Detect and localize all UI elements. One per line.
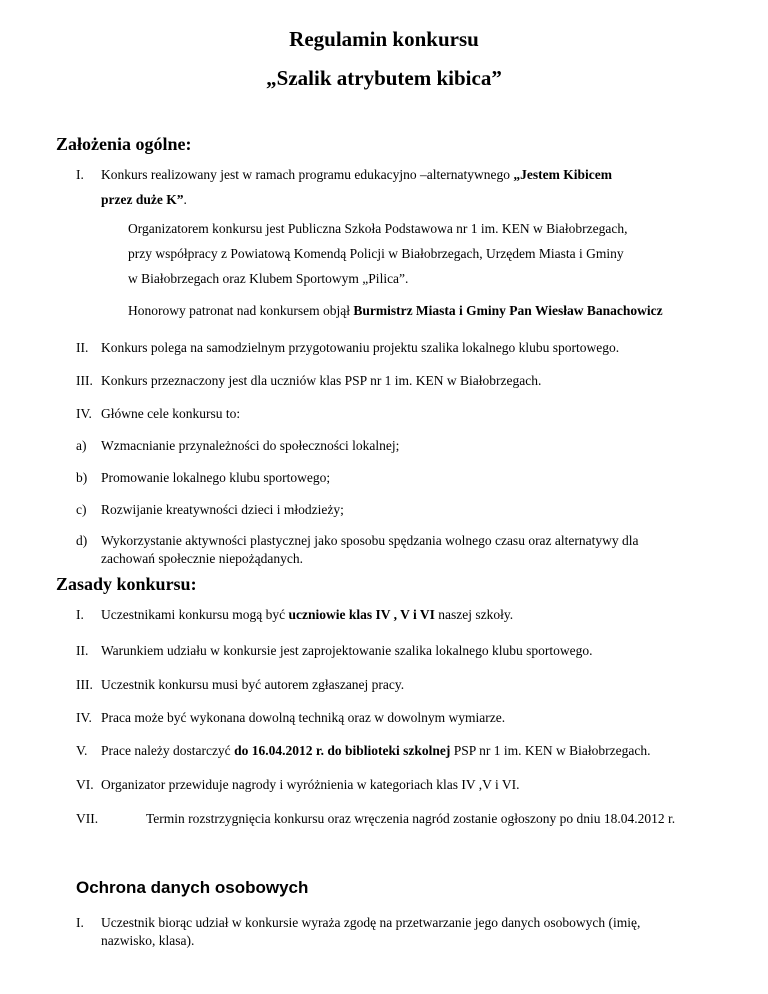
patron-line: Honorowy patronat nad konkursem objął Burmistrz Miasta i Gminy Pan Wiesław Banachowicz xyxy=(128,303,663,318)
organizer-line: Organizatorem konkursu jest Publiczna Szkoła Podstawowa nr 1 im. KEN w Białobrzegach, xyxy=(128,221,628,236)
document-title: Regulamin konkursu xyxy=(289,27,479,51)
item-number: III. xyxy=(76,677,93,692)
list-item-continuation: przez duże K”. xyxy=(101,192,187,207)
list-item: Konkurs polega na samodzielnym przygotowaniu projektu szalika lokalnego klubu sportowego. xyxy=(101,340,620,355)
goal-item: Wykorzystanie aktywności plastycznej jako sposobu spędzania wolnego czasu oraz alternatywy dla xyxy=(101,533,639,548)
item-number: VII. xyxy=(76,811,99,826)
organizer-line: przy współpracy z Powiatową Komendą Policji w Białobrzegach, Urzędem Miasta i Gminy xyxy=(128,246,624,261)
item-number: II. xyxy=(76,643,89,658)
item-number: V. xyxy=(76,743,88,758)
item-number: I. xyxy=(76,607,84,622)
goal-item-continuation: zachowań społecznie niepożądanych. xyxy=(101,551,304,566)
list-item: Organizator przewiduje nagrody i wyróżnienia w kategoriach klas IV ,V i VI. xyxy=(101,777,520,792)
list-item: Konkurs realizowany jest w ramach programu edukacyjno –alternatywnego „Jestem Kibicem xyxy=(101,167,612,182)
section-heading-general: Założenia ogólne: xyxy=(56,134,192,154)
goal-letter: a) xyxy=(76,438,87,453)
list-item: Praca może być wykonana dowolną techniką oraz w dowolnym wymiarze. xyxy=(101,710,506,725)
list-item: Prace należy dostarczyć do 16.04.2012 r. do biblioteki szkolnej PSP nr 1 im. KEN w Białobrzegach. xyxy=(101,743,651,758)
list-item: Uczestnik konkursu musi być autorem zgłaszanej pracy. xyxy=(101,677,405,692)
goal-item: Wzmacnianie przynależności do społeczności lokalnej; xyxy=(101,438,400,453)
goal-letter: d) xyxy=(76,533,88,548)
list-item: Termin rozstrzygnięcia konkursu oraz wręczenia nagród zostanie ogłoszony po dniu 18.04.2012 r. xyxy=(146,811,676,826)
item-number: IV. xyxy=(76,406,92,421)
item-number: II. xyxy=(76,340,89,355)
organizer-line: w Białobrzegach oraz Klubem Sportowym „Pilica”. xyxy=(128,271,409,286)
goal-letter: c) xyxy=(76,502,87,517)
list-item: Warunkiem udziału w konkursie jest zaprojektowanie szalika lokalnego klubu sportowego. xyxy=(101,643,593,658)
list-item: Główne cele konkursu to: xyxy=(101,406,241,421)
list-item-continuation: nazwisko, klasa). xyxy=(101,933,195,948)
list-item: Uczestnik biorąc udział w konkursie wyraża zgodę na przetwarzanie jego danych osobowych (imię, xyxy=(101,915,641,930)
document-subtitle: „Szalik atrybutem kibica” xyxy=(266,66,502,90)
section-heading-rules: Zasady konkursu: xyxy=(56,574,197,594)
item-number: III. xyxy=(76,373,93,388)
goal-item: Rozwijanie kreatywności dzieci i młodzieży; xyxy=(101,502,344,517)
item-number: I. xyxy=(76,915,84,930)
item-number: IV. xyxy=(76,710,92,725)
section-heading-data-protection: Ochrona danych osobowych xyxy=(76,878,309,897)
item-number: VI. xyxy=(76,777,94,792)
list-item: Konkurs przeznaczony jest dla uczniów klas PSP nr 1 im. KEN w Białobrzegach. xyxy=(101,373,542,388)
item-number: I. xyxy=(76,167,84,182)
list-item: Uczestnikami konkursu mogą być uczniowie klas IV , V i VI naszej szkoły. xyxy=(101,607,514,622)
goal-letter: b) xyxy=(76,470,88,485)
goal-item: Promowanie lokalnego klubu sportowego; xyxy=(101,470,331,485)
